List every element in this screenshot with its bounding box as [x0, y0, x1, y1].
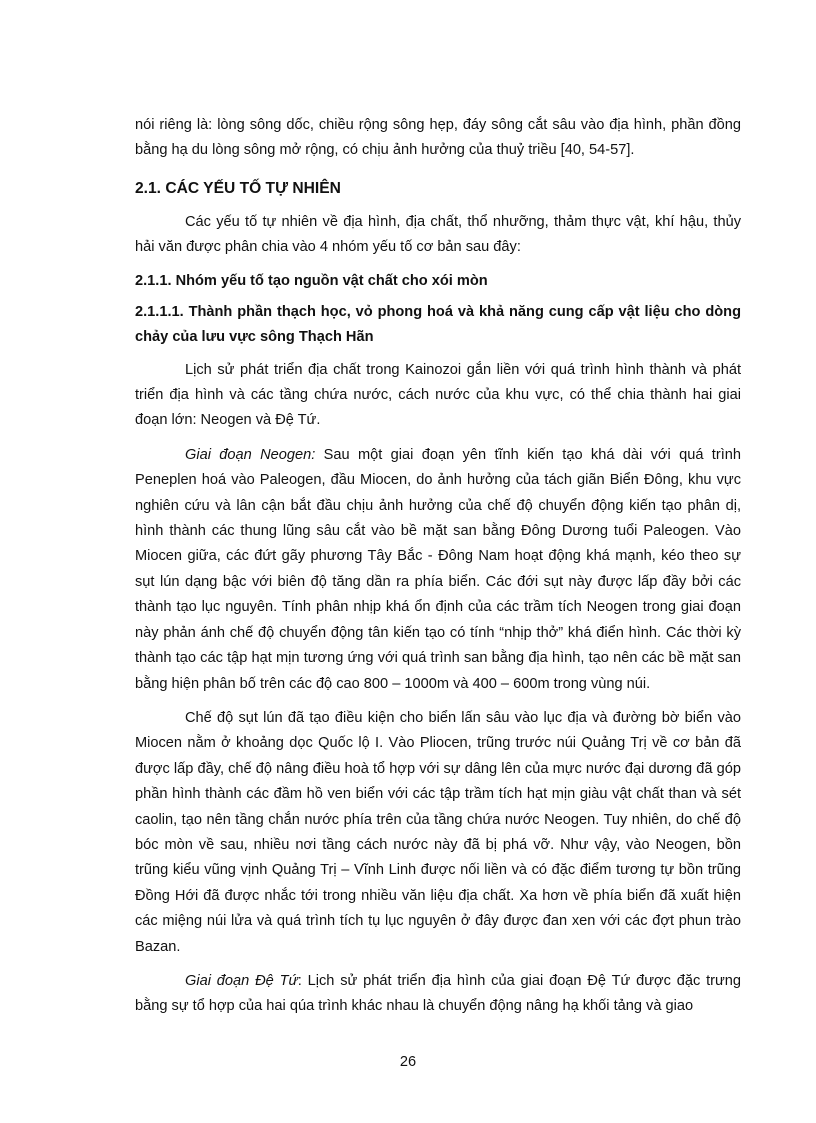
- subsection-heading-2-1-1: 2.1.1. Nhóm yếu tố tạo nguồn vật chất cho xói mòn: [135, 272, 488, 289]
- quaternary-lead: Giai đoạn Đệ Tứ: [185, 972, 298, 989]
- section-heading-2-1: 2.1. CÁC YẾU TỐ TỰ NHIÊN: [135, 179, 341, 197]
- page-number: 26: [399, 1054, 417, 1070]
- neogen-paragraph: [135, 443, 741, 697]
- neogen-text: Sau một giai đoạn yên tĩnh kiến tạo khá dài với quá trình Peneplen hoá vào Paleogen, đầu Miocen, do ảnh hưởng của tách giãn Biển Đông, khu vực nghiên cứu và lân cận bắt đầu chịu ảnh hưởng của chế độ chuyển động kiến tạo phân dị, hình thành các thung lũng sâu cắt vào bề mặt san bằng Đông Dương tuổi Paleogen. Vào Miocen giữa, các đứt gãy phương Tây Bắc - Đông Nam hoạt động khá mạnh, kéo theo sự sụt lún dạng bậc với biên độ tăng dần ra phía biển. Các đới sụt này được lấp đầy bởi các thành tạo lục nguyên. Tính phân nhịp khá ổn định của các trầm tích Neogen trong giai đoạn này phản ánh chế độ chuyển động tân kiến tạo có tính “nhịp thở” khá điển hình. Các thời kỳ thành tạo các tập hạt mịn tương ứng với quá trình san bằng địa hình, tạo nên các bề mặt san bằng hiện phân bố trên các độ cao 800 – 1000m và 400 – 600m trong vùng núi.: [135, 446, 741, 692]
- page-body: [135, 113, 741, 1020]
- geology-history-paragraph: Lịch sử phát triển địa chất trong Kainozoi gắn liền với quá trình hình thành và phát triển địa hình và các tầng chứa nước, cách nước của khu vực, có thể chia thành hai giai đoạn lớn: Neogen và Đệ Tứ.: [135, 361, 741, 429]
- neogen-lead: Giai đoạn Neogen:: [185, 446, 316, 463]
- subsidence-paragraph: Chế độ sụt lún đã tạo điều kiện cho biển lấn sâu vào lục địa và đường bờ biển vào Miocen nằm ở khoảng dọc Quốc lộ I. Vào Pliocen, trũng trước núi Quảng Trị về cơ bản đã được lấp đầy, chế độ nâng điều hoà tổ hợp với sự dâng lên của mực nước đại dương đã góp phần hình thành các đầm hồ ven biển với các tập trầm tích hạt mịn giàu vật chất than và sét caolin, tạo nên tầng chắn nước phía trên của tầng chứa nước Neogen. Tuy nhiên, do chế độ bóc mòn về sau, nhiều nơi tầng cách nước này đã bị phá vỡ. Như vậy, vào Neogen, bồn trũng kiểu vũng vịnh Quảng Trị – Vĩnh Linh được nối liền và có đặc điểm tương tự bồn trũng Đồng Hới đã được nhắc tới trong nhiều văn liệu địa chất. Xa hơn về phía biển đã xuất hiện các miệng núi lửa và quá trình tích tụ lục nguyên ở đây được đan xen với các đợt phun trào Bazan.: [135, 709, 741, 955]
- quaternary-paragraph: [135, 969, 741, 1020]
- natural-factors-paragraph: Các yếu tố tự nhiên về địa hình, địa chất, thổ nhưỡng, thảm thực vật, khí hậu, thủy hải văn được phân chia vào 4 nhóm yếu tố cơ bản sau đây:: [135, 213, 741, 256]
- intro-paragraph: nói riêng là: lòng sông dốc, chiều rộng sông hẹp, đáy sông cắt sâu vào địa hình, phần đồng bằng hạ du lòng sông mở rộng, có chịu ảnh hưởng của thuỷ triều [40, 54-57].: [135, 117, 741, 159]
- subsubsection-heading-2-1-1-1: 2.1.1.1. Thành phần thạch học, vỏ phong hoá và khả năng cung cấp vật liệu cho dòng chảy của lưu vực sông Thạch Hãn: [135, 303, 741, 345]
- quaternary-text: : Lịch sử phát triển địa hình của giai đoạn Đệ Tứ được đặc trưng bằng sự tổ hợp của hai qúa trình khác nhau là chuyển động nâng hạ khối tảng và giao: [135, 972, 741, 1015]
